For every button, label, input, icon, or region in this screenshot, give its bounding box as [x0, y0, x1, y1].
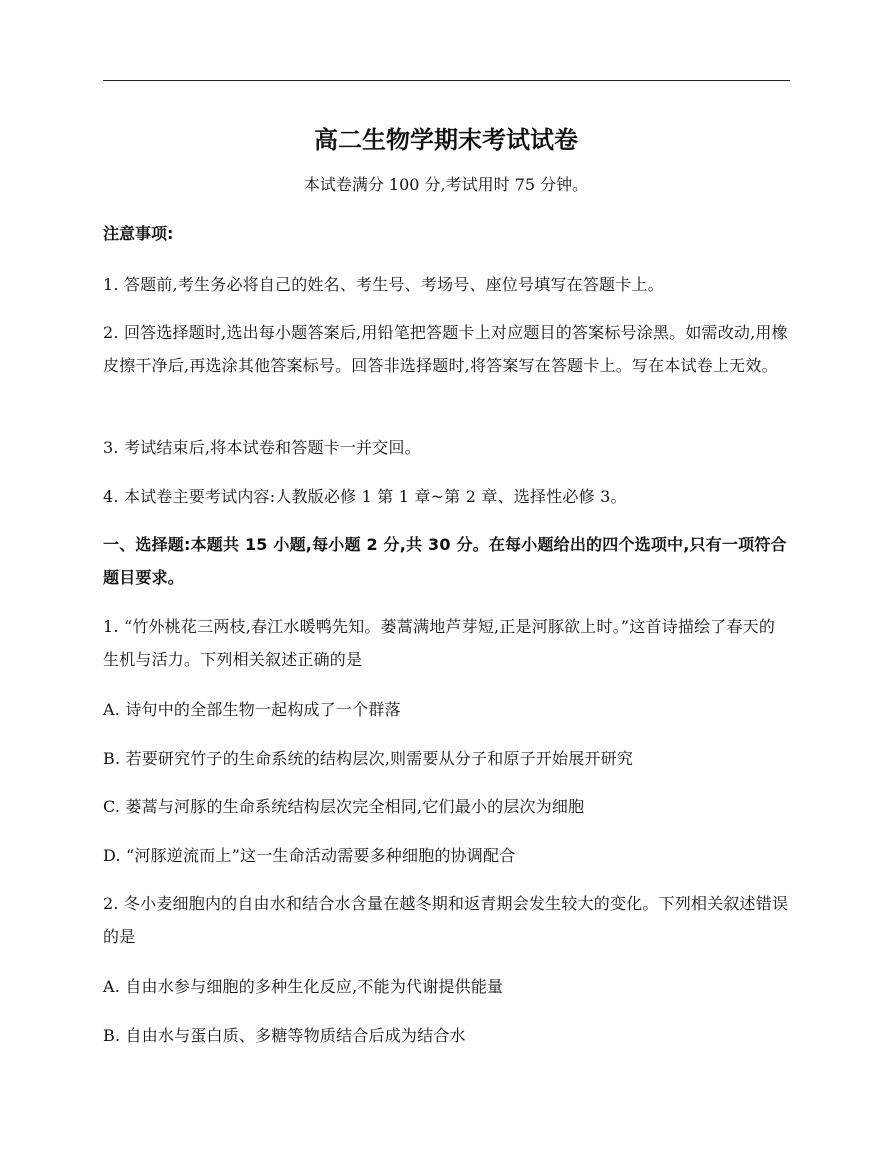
header-rule [103, 80, 790, 81]
notice-item-1: 1. 答题前,考生务必将自己的姓名、考生号、考场号、座位号填写在答题卡上。 [103, 275, 664, 294]
question-1-option-d: D. “河豚逆流而上”这一生命活动需要多种细胞的协调配合 [103, 846, 516, 865]
question-1-option-a: A. 诗句中的全部生物一起构成了一个群落 [103, 700, 401, 719]
exam-subtitle: 本试卷满分 100 分,考试用时 75 分钟。 [303, 175, 589, 194]
question-2-option-a: A. 自由水参与细胞的多种生化反应,不能为代谢提供能量 [103, 977, 504, 996]
notice-heading: 注意事项: [103, 224, 174, 243]
question-1-option-b: B. 若要研究竹子的生命系统的结构层次,则需要从分子和原子开始展开研究 [103, 749, 634, 768]
notice-item-4: 4. 本试卷主要考试内容:人教版必修 1 第 1 章~第 2 章、选择性必修 3。 [103, 487, 627, 506]
section-heading: 一、选择题:本题共 15 小题,每小题 2 分,共 30 分。在每小题给出的四个选项中,只有一项符合题目要求。 [103, 535, 787, 587]
question-1-option-c: C. 蒌蒿与河豚的生命系统结构层次完全相同,它们最小的层次为细胞 [103, 797, 585, 816]
question-2-stem: 2. 冬小麦细胞内的自由水和结合水含量在越冬期和返青期会发生较大的变化。下列相关叙述错误的是 [103, 894, 789, 946]
notice-item-2: 2. 回答选择题时,选出每小题答案后,用铅笔把答题卡上对应题目的答案标号涂黑。如需改动,用橡皮擦干净后,再选涂其他答案标号。回答非选择题时,将答案写在答题卡上。写在本试卷上无效。 [103, 323, 788, 375]
question-1-stem: 1. “竹外桃花三两枝,春江水暖鸭先知。蒌蒿满地芦芽短,正是河豚欲上时。”这首诗描绘了春天的生机与活力。下列相关叙述正确的是 [103, 617, 776, 669]
exam-title: 高二生物学期末考试试卷 [314, 126, 578, 154]
question-2-option-b: B. 自由水与蛋白质、多糖等物质结合后成为结合水 [103, 1026, 466, 1045]
notice-item-3: 3. 考试结束后,将本试卷和答题卡一并交回。 [103, 438, 421, 457]
